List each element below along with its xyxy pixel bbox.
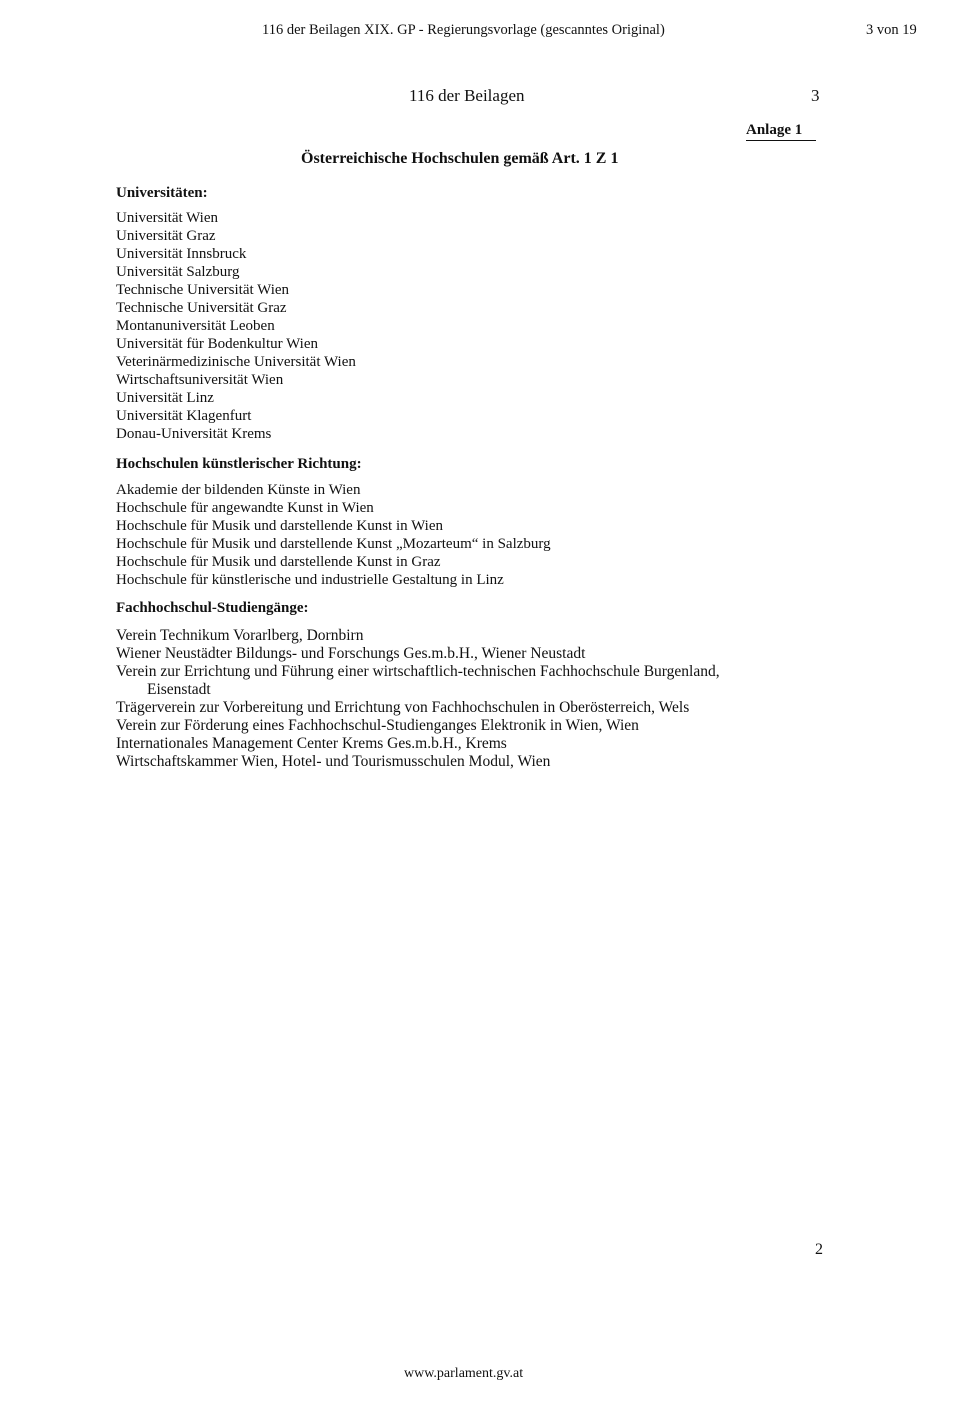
fh-list [116, 627, 720, 771]
list-item: Veterinärmedizinische Universität Wien [116, 354, 356, 370]
list-item: Universität Wien [116, 210, 219, 226]
list-item: Wirtschaftskammer Wien, Hotel- und Tourismusschulen Modul, Wien [116, 753, 551, 770]
arts-list [116, 481, 551, 589]
list-item: Akademie der bildenden Künste in Wien [116, 482, 361, 498]
section-heading-arts: Hochschulen künstlerischer Richtung: [116, 456, 362, 472]
list-item: Donau-Universität Krems [116, 426, 272, 442]
list-item: Hochschule für Musik und darstellende Kunst in Graz [116, 554, 441, 570]
footer-url: www.parlament.gv.at [404, 1366, 524, 1381]
list-item: Universität Linz [116, 390, 214, 406]
list-item: Universität Klagenfurt [116, 408, 252, 424]
list-item: Internationales Management Center Krems Ges.m.b.H., Krems [116, 735, 507, 752]
list-item: Universität Innsbruck [116, 246, 247, 262]
list-item: Hochschule für angewandte Kunst in Wien [116, 500, 374, 516]
list-item: Hochschule für Musik und darstellende Kunst in Wien [116, 518, 443, 534]
section-heading-fh: Fachhochschul-Studiengänge: [116, 600, 309, 616]
footer-page-number: 2 [815, 1241, 823, 1258]
list-item: Montanuniversität Leoben [116, 318, 275, 334]
page-title: 116 der Beilagen [409, 86, 525, 105]
list-item: Verein zur Förderung eines Fachhochschul-Studienganges Elektronik in Wien, Wien [116, 717, 639, 734]
list-item-continuation: Eisenstadt [147, 681, 211, 698]
university-list [116, 209, 356, 443]
list-item: Technische Universität Wien [116, 282, 290, 298]
list-item: Universität Graz [116, 228, 216, 244]
list-item: Technische Universität Graz [116, 300, 287, 316]
list-item: Verein Technikum Vorarlberg, Dornbirn [116, 627, 364, 644]
list-item: Hochschule für künstlerische und industrielle Gestaltung in Linz [116, 572, 504, 588]
page-count: 3 von 19 [866, 22, 917, 38]
annex-label: Anlage 1 [746, 122, 816, 141]
list-item: Trägerverein zur Vorbereitung und Errichtung von Fachhochschulen in Oberösterreich, Wels [116, 699, 690, 716]
list-item: Wirtschaftsuniversität Wien [116, 372, 284, 388]
list-item: Universität Salzburg [116, 264, 240, 280]
list-item: Wiener Neustädter Bildungs- und Forschungs Ges.m.b.H., Wiener Neustadt [116, 645, 586, 662]
section-heading-universities: Universitäten: [116, 185, 208, 201]
page-number: 3 [811, 86, 820, 105]
document-header: 116 der Beilagen XIX. GP - Regierungsvorlage (gescanntes Original) [262, 22, 665, 38]
list-item: Hochschule für Musik und darstellende Kunst „Mozarteum“ in Salzburg [116, 536, 551, 552]
list-item: Verein zur Errichtung und Führung einer wirtschaftlich-technischen Fachhochschule Burgenland, [116, 663, 720, 680]
list-item: Universität für Bodenkultur Wien [116, 336, 318, 352]
main-title: Österreichische Hochschulen gemäß Art. 1 Z 1 [301, 150, 619, 167]
